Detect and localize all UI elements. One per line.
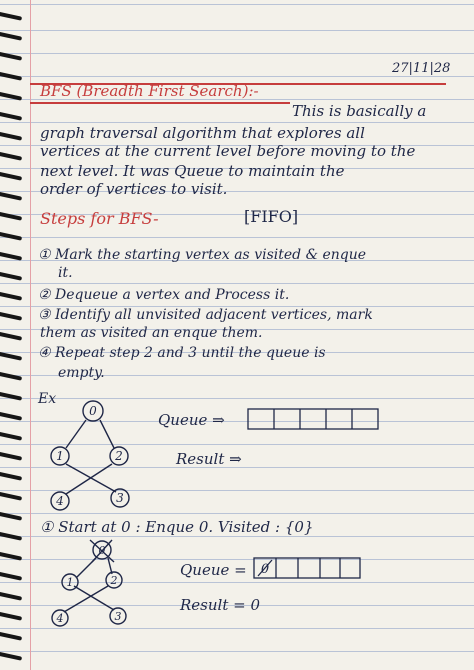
node-4-label: 4 [56, 612, 64, 625]
step-3-line-2: them as visited an enque them. [40, 325, 263, 341]
node-0-label: 0 [98, 544, 106, 557]
step-1-line-2: it. [58, 265, 73, 281]
edge-0-1 [66, 420, 86, 448]
step-1-line-1: ① Mark the starting vertex as visited & enque [38, 247, 367, 263]
queue-label: Queue ⇒ [158, 411, 225, 429]
edge-1-3 [74, 586, 114, 610]
queue-box-2 [254, 558, 360, 578]
node-3-label: 3 [114, 610, 122, 623]
steps-heading: Steps for BFS- [40, 209, 159, 228]
date: 27|11|28 [392, 61, 451, 76]
fifo-label: [FIFO] [244, 207, 299, 226]
step-4-line-1: ④ Repeat step 2 and 3 until the queue is [38, 345, 326, 361]
queue-outline [248, 409, 378, 429]
step-4-line-2: empty. [58, 365, 105, 381]
node-0-label: 0 [89, 404, 97, 418]
node-4-label: 4 [56, 494, 64, 508]
example-label: Ex [38, 391, 57, 407]
intro-line-2: graph traversal algorithm that explores all [40, 124, 365, 142]
step-2: ② Dequeue a vertex and Process it. [38, 287, 290, 303]
queue-box-1 [248, 409, 378, 429]
edge-0-2 [100, 420, 114, 448]
queue2-label: Queue = [180, 561, 247, 579]
result2-label: Result = 0 [180, 596, 261, 614]
step1-text: ① Start at 0 : Enque 0. Visited : {0} [40, 518, 314, 536]
result-label: Result ⇒ [176, 450, 242, 468]
graph-1-edges [66, 420, 116, 494]
queue2-value: 0 [260, 562, 270, 577]
step-3-line-1: ③ Identify all unvisited adjacent vertices, mark [38, 307, 373, 323]
intro-line-1: This is basically a [292, 102, 427, 120]
intro-line-5: order of vertices to visit. [40, 180, 228, 198]
page-title: BFS (Breadth First Search):- [40, 82, 259, 100]
node-3-label: 3 [116, 491, 124, 505]
node-2-label: 2 [110, 574, 118, 587]
queue2-outline [254, 558, 360, 578]
intro-line-3: vertices at the current level before moving to the [40, 142, 416, 160]
node-1-label: 1 [56, 449, 64, 463]
node-2-label: 2 [115, 449, 123, 463]
node-1-label: 1 [66, 576, 74, 589]
intro-line-4: next level. It was Queue to maintain the [40, 162, 345, 180]
